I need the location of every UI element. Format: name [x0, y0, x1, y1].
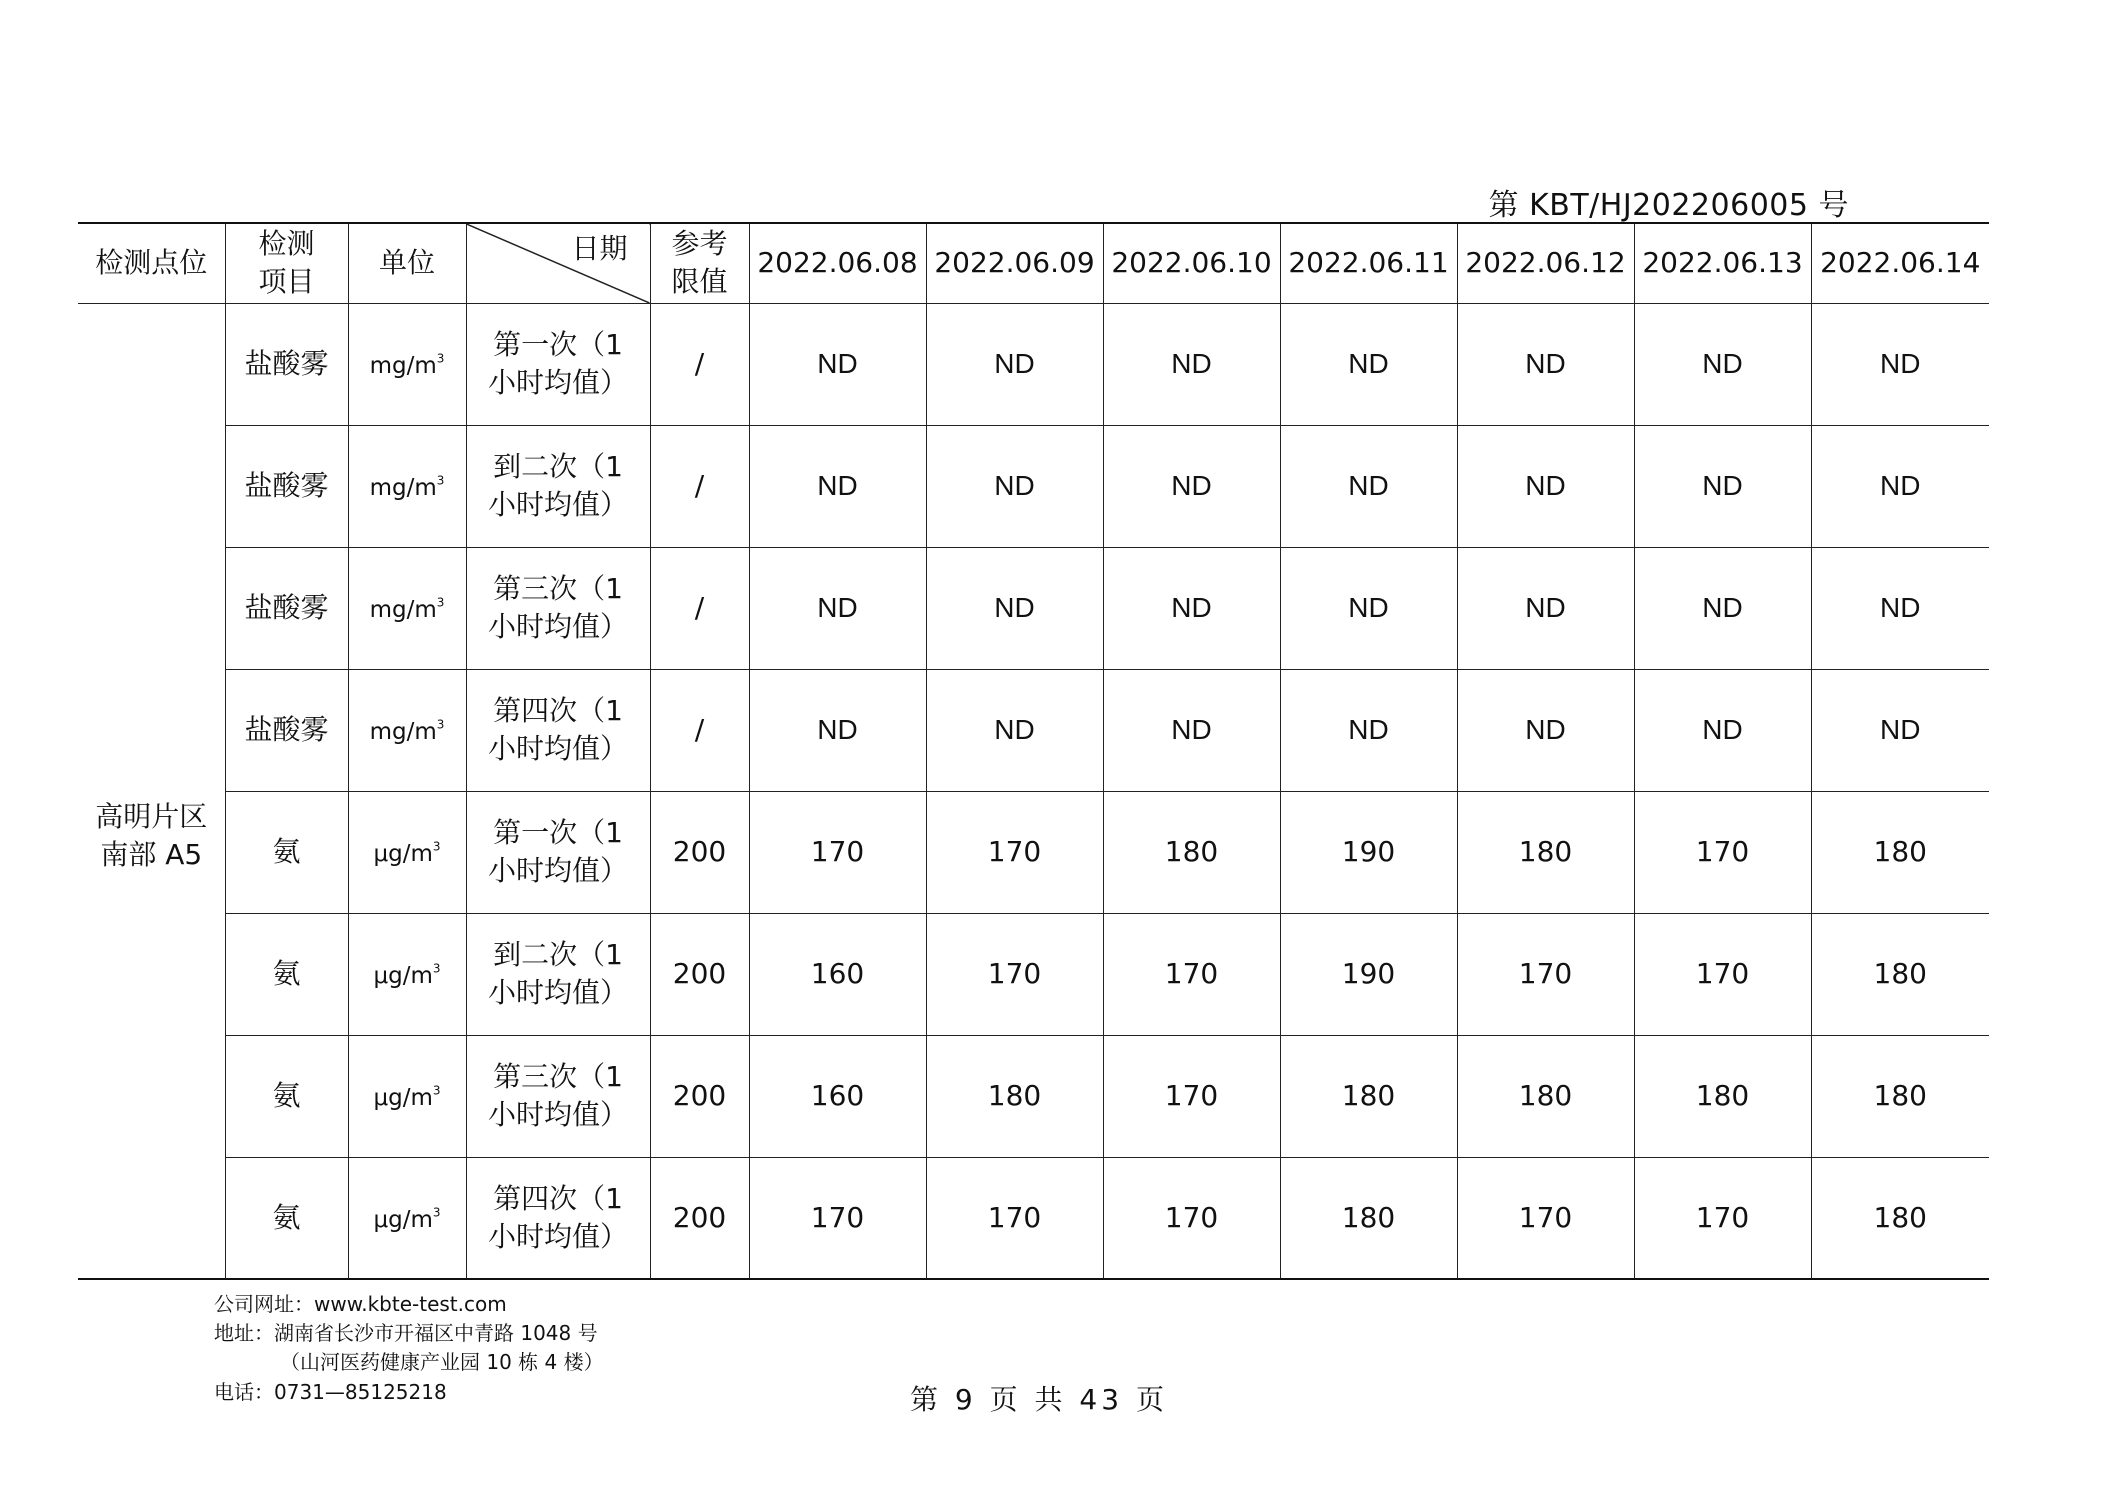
unit-cell [348, 791, 466, 913]
company-address-line2: （山河医药健康产业园 10 栋 4 楼） [280, 1350, 604, 1374]
table-row [78, 669, 1989, 791]
unit-exponent: 3 [436, 595, 445, 610]
value-cell: ND [749, 425, 926, 547]
header-date-3: 2022.06.11 [1280, 223, 1457, 303]
value-cell: ND [1103, 547, 1280, 669]
table-body [78, 303, 1989, 1279]
unit-cell [348, 1157, 466, 1279]
unit-exponent: 3 [436, 717, 445, 732]
table-row [78, 1157, 1989, 1279]
value-cell: 170 [749, 791, 926, 913]
unit-base: μg/m [373, 963, 433, 990]
value-cell: 180 [1811, 1157, 1989, 1279]
unit-base: mg/m [369, 597, 437, 624]
value-cell: ND [1457, 425, 1634, 547]
limit-cell: 200 [650, 913, 749, 1035]
value-cell: 170 [1457, 1157, 1634, 1279]
results-table [78, 222, 1989, 1280]
value-cell: ND [1811, 303, 1989, 425]
unit-base: mg/m [369, 719, 437, 746]
header-location: 检测点位 [78, 223, 225, 303]
value-cell: 180 [1457, 1035, 1634, 1157]
unit-cell [348, 1035, 466, 1157]
unit-base: mg/m [369, 475, 437, 502]
value-cell: 170 [1103, 913, 1280, 1035]
value-cell: ND [1103, 425, 1280, 547]
value-cell: ND [749, 303, 926, 425]
value-cell: ND [926, 669, 1103, 791]
value-cell: ND [1103, 303, 1280, 425]
item-cell: 盐酸雾 [225, 303, 348, 425]
value-cell: 170 [1634, 791, 1811, 913]
unit-exponent: 3 [436, 473, 445, 488]
company-website: 公司网址：www.kbte-test.com [214, 1292, 507, 1316]
item-cell: 盐酸雾 [225, 425, 348, 547]
table-row [78, 547, 1989, 669]
report-number: 第 KBT/HJ202206005 号 [1488, 188, 1849, 223]
unit-exponent: 3 [432, 839, 441, 854]
value-cell: 180 [926, 1035, 1103, 1157]
unit-exponent: 3 [432, 961, 441, 976]
unit-cell [348, 547, 466, 669]
value-cell: 180 [1280, 1157, 1457, 1279]
limit-cell: 200 [650, 1157, 749, 1279]
table-row [78, 1035, 1989, 1157]
unit-base: mg/m [369, 353, 437, 380]
value-cell: ND [1457, 669, 1634, 791]
unit-cell [348, 913, 466, 1035]
value-cell: 170 [1457, 913, 1634, 1035]
value-cell: ND [1811, 669, 1989, 791]
unit-base: μg/m [373, 841, 433, 868]
header-date-6: 2022.06.14 [1811, 223, 1989, 303]
sample-cell: 到二次（1 小时均值） [466, 913, 650, 1035]
value-cell: 170 [926, 791, 1103, 913]
value-cell: 180 [1811, 791, 1989, 913]
value-cell: ND [1103, 669, 1280, 791]
sample-cell: 第四次（1 小时均值） [466, 1157, 650, 1279]
value-cell: ND [1457, 547, 1634, 669]
item-cell: 氨 [225, 1035, 348, 1157]
header-item: 检测 项目 [225, 223, 348, 303]
unit-cell [348, 303, 466, 425]
unit-exponent: 3 [436, 351, 445, 366]
value-cell: ND [1634, 303, 1811, 425]
value-cell: 170 [1103, 1157, 1280, 1279]
value-cell: ND [1280, 303, 1457, 425]
limit-cell: / [650, 303, 749, 425]
item-cell: 氨 [225, 791, 348, 913]
item-cell: 盐酸雾 [225, 669, 348, 791]
limit-cell: / [650, 547, 749, 669]
sample-cell: 第一次（1 小时均值） [466, 303, 650, 425]
header-date-0: 2022.06.08 [749, 223, 926, 303]
header-date-diagonal [466, 223, 650, 303]
value-cell: ND [1634, 425, 1811, 547]
sample-cell: 第四次（1 小时均值） [466, 669, 650, 791]
value-cell: 180 [1103, 791, 1280, 913]
header-date-1: 2022.06.09 [926, 223, 1103, 303]
value-cell: ND [926, 425, 1103, 547]
footer [214, 1290, 604, 1407]
sample-cell: 到二次（1 小时均值） [466, 425, 650, 547]
table-row [78, 913, 1989, 1035]
limit-cell: 200 [650, 791, 749, 913]
value-cell: 170 [1634, 913, 1811, 1035]
value-cell: ND [1811, 425, 1989, 547]
value-cell: 180 [1811, 913, 1989, 1035]
table-row [78, 425, 1989, 547]
unit-base: μg/m [373, 1206, 433, 1233]
value-cell: ND [1457, 303, 1634, 425]
value-cell: 160 [749, 1035, 926, 1157]
item-cell: 氨 [225, 1157, 348, 1279]
sample-cell: 第一次（1 小时均值） [466, 791, 650, 913]
header-date-4: 2022.06.12 [1457, 223, 1634, 303]
value-cell: 190 [1280, 791, 1457, 913]
item-cell: 盐酸雾 [225, 547, 348, 669]
table-row [78, 791, 1989, 913]
sample-cell: 第三次（1 小时均值） [466, 1035, 650, 1157]
limit-cell: / [650, 425, 749, 547]
header-date: 日期 [571, 232, 628, 265]
company-address: 地址：湖南省长沙市开福区中青路 1048 号 [214, 1321, 598, 1345]
header-date-5: 2022.06.13 [1634, 223, 1811, 303]
value-cell: 180 [1811, 1035, 1989, 1157]
value-cell: 170 [926, 913, 1103, 1035]
value-cell: 190 [1280, 913, 1457, 1035]
limit-cell: / [650, 669, 749, 791]
value-cell: 170 [749, 1157, 926, 1279]
sample-cell: 第三次（1 小时均值） [466, 547, 650, 669]
value-cell: ND [1280, 669, 1457, 791]
value-cell: 170 [1634, 1157, 1811, 1279]
item-cell: 氨 [225, 913, 348, 1035]
header-date-2: 2022.06.10 [1103, 223, 1280, 303]
value-cell: 180 [1634, 1035, 1811, 1157]
value-cell: ND [1280, 425, 1457, 547]
company-phone: 电话：0731—85125218 [214, 1380, 447, 1404]
location-cell: 高明片区 南部 A5 [78, 303, 225, 1279]
value-cell: 170 [926, 1157, 1103, 1279]
value-cell: ND [749, 669, 926, 791]
page-number: 第 9 页 共 43 页 [910, 1383, 1168, 1416]
unit-exponent: 3 [432, 1205, 441, 1220]
header-limit: 参考 限值 [650, 223, 749, 303]
value-cell: 180 [1457, 791, 1634, 913]
limit-cell: 200 [650, 1035, 749, 1157]
value-cell: 180 [1280, 1035, 1457, 1157]
value-cell: ND [1280, 547, 1457, 669]
table-header-row [78, 223, 1989, 303]
value-cell: ND [926, 303, 1103, 425]
unit-base: μg/m [373, 1085, 433, 1112]
unit-exponent: 3 [432, 1083, 441, 1098]
value-cell: 160 [749, 913, 926, 1035]
value-cell: ND [926, 547, 1103, 669]
value-cell: ND [1634, 547, 1811, 669]
value-cell: ND [1811, 547, 1989, 669]
unit-cell [348, 425, 466, 547]
table-row [78, 303, 1989, 425]
unit-cell [348, 669, 466, 791]
header-unit: 单位 [348, 223, 466, 303]
value-cell: ND [749, 547, 926, 669]
value-cell: 170 [1103, 1035, 1280, 1157]
value-cell: ND [1634, 669, 1811, 791]
